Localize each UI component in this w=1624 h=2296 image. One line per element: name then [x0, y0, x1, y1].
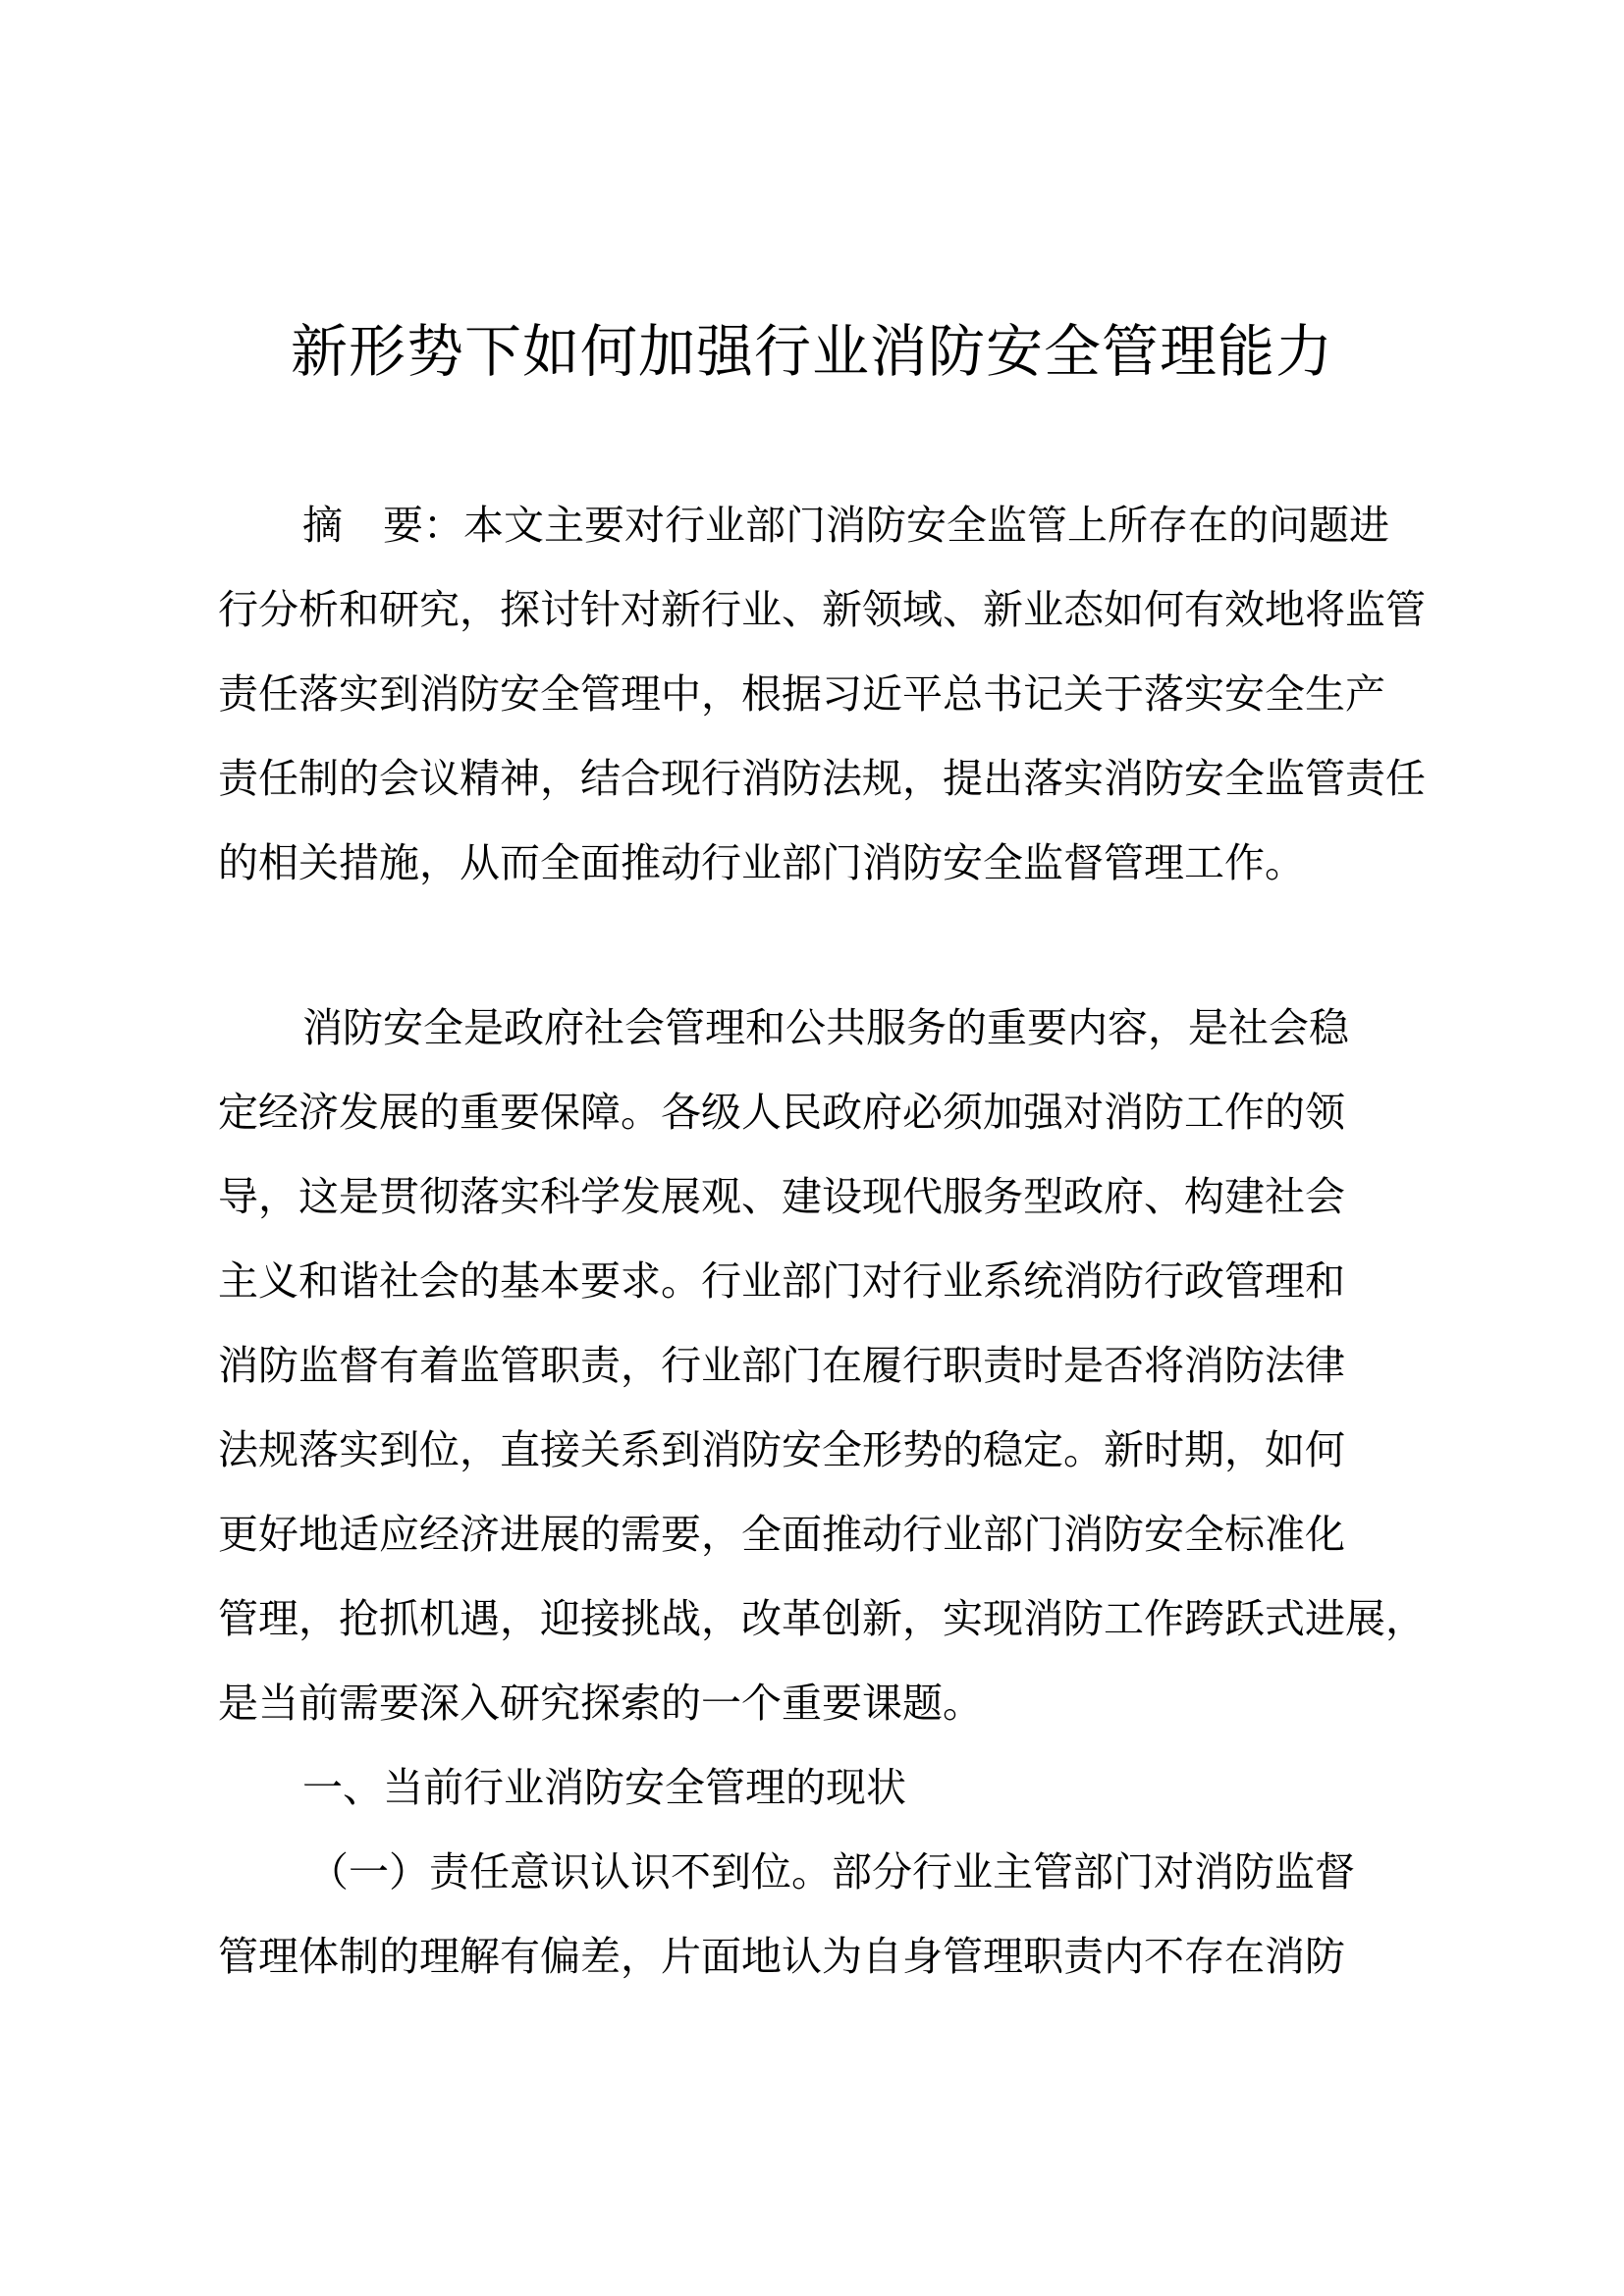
- abstract-line: 责任制的会议精神，结合现行消防法规，提出落实消防安全监管责任: [218, 755, 1426, 802]
- abstract-line: 摘 要：本文主要对行业部门消防安全监管上所存在的问题进: [302, 502, 1389, 549]
- intro-line: 导，这是贯彻落实科学发展观、建设现代服务型政府、构建社会: [218, 1173, 1345, 1220]
- section-heading: 一、当前行业消防安全管理的现状: [302, 1764, 906, 1811]
- intro-line: 是当前需要深入研究探索的一个重要课题。: [218, 1680, 983, 1727]
- abstract-line: 行分析和研究，探讨针对新行业、新领域、新业态如何有效地将监管: [218, 586, 1426, 633]
- subsection-line: （一）责任意识认识不到位。部分行业主管部门对消防监督: [308, 1848, 1355, 1896]
- intro-line: 定经济发展的重要保障。各级人民政府必须加强对消防工作的领: [218, 1089, 1345, 1136]
- intro-line: 消防监督有着监管职责，行业部门在履行职责时是否将消防法律: [218, 1342, 1345, 1389]
- intro-line: 消防安全是政府社会管理和公共服务的重要内容，是社会稳: [302, 1004, 1349, 1051]
- intro-line: 法规落实到位，直接关系到消防安全形势的稳定。新时期，如何: [218, 1426, 1345, 1473]
- intro-line: 主义和谐社会的基本要求。行业部门对行业系统消防行政管理和: [218, 1257, 1345, 1305]
- abstract-line: 的相关措施，从而全面推动行业部门消防安全监督管理工作。: [218, 839, 1305, 886]
- subsection-line: 管理体制的理解有偏差，片面地认为自身管理职责内不存在消防: [218, 1933, 1345, 1980]
- intro-line: 管理，抢抓机遇，迎接挑战，改革创新，实现消防工作跨跃式进展，: [218, 1595, 1426, 1642]
- abstract-line: 责任落实到消防安全管理中，根据习近平总书记关于落实安全生产: [218, 670, 1385, 718]
- document-title: 新形势下如何加强行业消防安全管理能力: [290, 318, 1333, 385]
- intro-line: 更好地适应经济进展的需要，全面推动行业部门消防安全标准化: [218, 1511, 1345, 1558]
